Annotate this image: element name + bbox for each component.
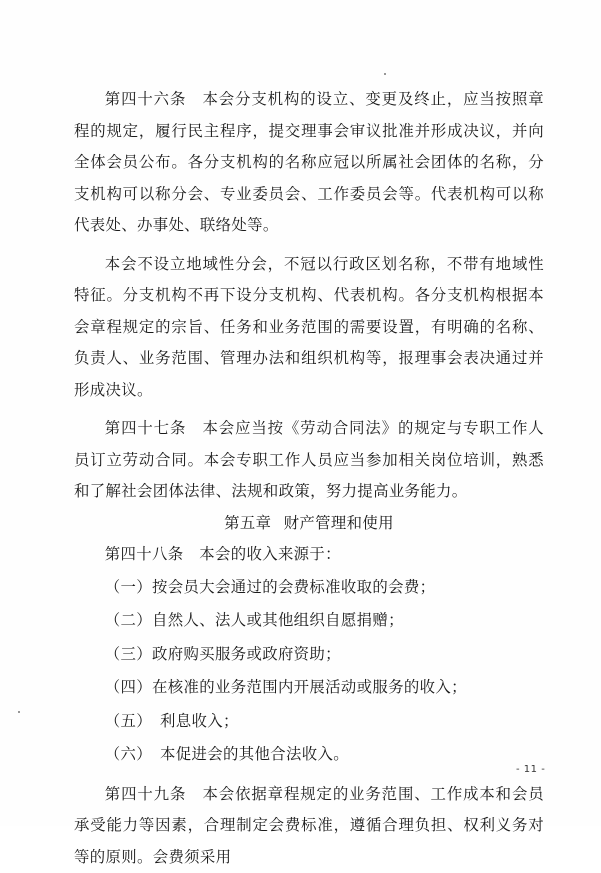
page-number: - 11 - [516,764,545,775]
income-sources-list [74,571,544,772]
list-item: （二）自然人、法人或其他组织自愿捐赠； [74,604,544,638]
article-46-paragraph-1: 第四十六条 本会分支机构的设立、变更及终止，应当按照章程的规定，履行民主程序，提交理事会审议批准并形成决议，并向全体会员公布。各分支机构的名称应冠以所属社会团体的名称，分支机构可以称分会、专业委员会、工作委员会等。代表机构可以称代表处、办事处、联络处等。 [74,84,544,242]
list-item: （四）在核准的业务范围内开展活动或服务的收入； [74,671,544,705]
chapter-title: 财产管理和使用 [284,514,394,532]
chapter-number: 第五章 [224,514,271,532]
list-item: （五） 利息收入； [74,705,544,739]
chapter-heading [74,508,544,540]
list-item: （三）政府购买服务或政府资助； [74,638,544,672]
article-46-paragraph-2: 本会不设立地域性分会，不冠以行政区划名称，不带有地域性特征。分支机构不再下设分支机构、代表机构。各分支机构根据本会章程规定的宗旨、任务和业务范围的需要设置，有明确的名称、负责人、业务范围、管理办法和组织机构等，报理事会表决通过并形成决议。 [74,249,544,407]
article-47-paragraph: 第四十七条 本会应当按《劳动合同法》的规定与专职工作人员订立劳动合同。本会专职工作人员应当参加相关岗位培训，熟悉和了解社会团体法律、法规和政策，努力提高业务能力。 [74,413,544,508]
list-item: （一）按会员大会通过的会费标准收取的会费； [74,571,544,605]
scan-speck [18,711,20,713]
scan-speck [384,73,386,75]
document-body [74,84,544,873]
list-item: （六） 本促进会的其他合法收入。 [74,738,544,772]
article-49-paragraph: 第四十九条 本会依据章程规定的业务范围、工作成本和会员承受能力等因素，合理制定会费标准，遵循合理负担、权利义务对等的原则。会费须采用 [74,779,544,873]
article-48-intro: 第四十八条 本会的收入来源于： [74,539,544,571]
